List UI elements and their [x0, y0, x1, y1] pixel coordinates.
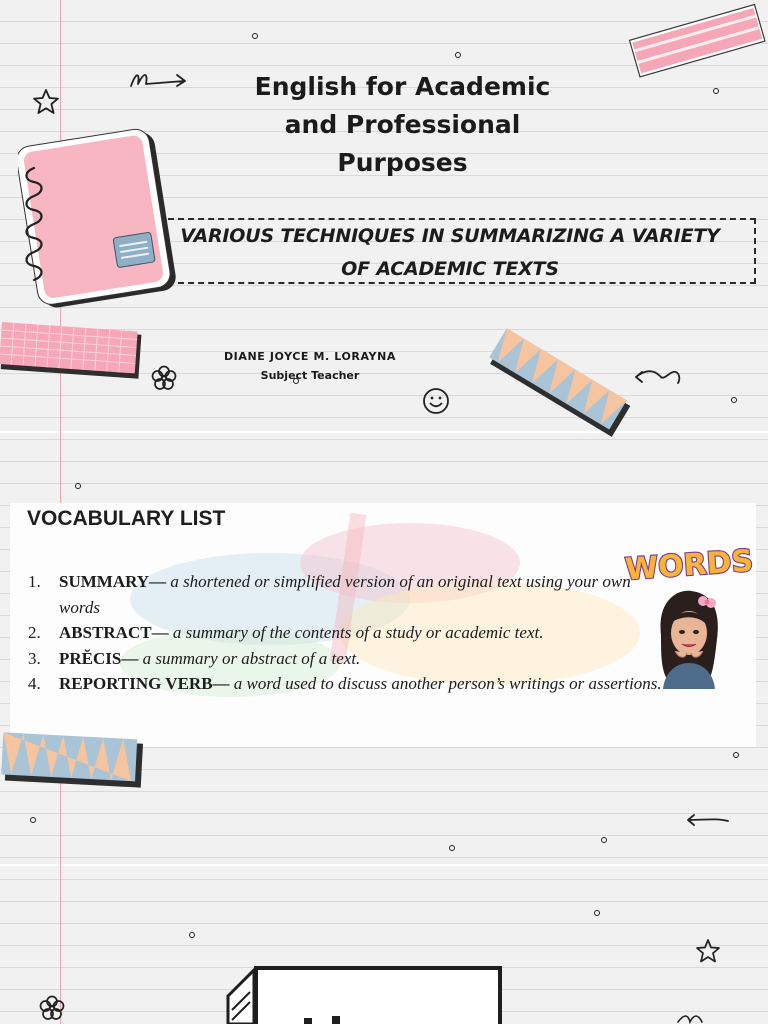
words-badge: [624, 541, 754, 587]
dot-decoration: [189, 932, 195, 938]
vocabulary-card: [10, 503, 756, 747]
item-number: 2.: [28, 623, 41, 642]
vocabulary-definition: a shortened or simplified version of an original text using your own words: [59, 572, 631, 617]
list-item: 2. ABSTRACT— a summary of the contents of a study or academic text.: [28, 620, 668, 646]
item-number: 4.: [28, 674, 41, 693]
washi-tape-top-right: [624, 2, 768, 78]
star-icon: [694, 938, 722, 965]
washi-tape-zigzag: [486, 328, 632, 438]
vocabulary-definition: a summary of the contents of a study or academic text.: [172, 623, 544, 642]
washi-tape-zigzag: [0, 728, 146, 794]
flower-icon: [38, 994, 66, 1022]
arrow-icon: [128, 70, 190, 92]
avatar-illustration: [651, 587, 725, 689]
dot-decoration: [252, 33, 258, 39]
item-number: 3.: [28, 648, 41, 668]
vocabulary-term: REPORTING VERB: [59, 674, 213, 693]
vocabulary-list: [28, 569, 668, 697]
dot-decoration: [449, 845, 455, 851]
list-item: 1. SUMMARY— a shortened or simplified version of an original text using your own words: [28, 569, 668, 620]
arrow-icon: [684, 812, 732, 828]
vocabulary-definition: a word used to discuss another person’s writings or assertions.: [233, 674, 662, 693]
vocabulary-term: ABSTRACT: [59, 623, 152, 642]
dot-decoration: [30, 817, 36, 823]
vocabulary-term: PRĔCIS: [59, 648, 122, 668]
words-badge-text: WORDS: [624, 543, 754, 587]
teacher-name: DIANE JOYCE M. LORAYNA: [223, 350, 397, 363]
list-item: 3. PRĔCIS— a summary or abstract of a text.: [28, 646, 668, 672]
page-divider-top: [0, 431, 768, 433]
box-outline-icon: [224, 962, 504, 1024]
dot-decoration: [594, 910, 600, 916]
washi-tape-grid: [0, 318, 146, 388]
dot-decoration: [733, 752, 739, 758]
dot-decoration: [75, 483, 81, 489]
dot-decoration: [601, 837, 607, 843]
item-number: 1.: [28, 572, 41, 591]
arrow-icon: [632, 366, 684, 388]
arrow-icon: [676, 1012, 706, 1024]
star-icon: [31, 88, 61, 116]
teacher-role: Subject Teacher: [260, 369, 360, 382]
page-divider-bottom: [0, 864, 768, 866]
list-item: 4. REPORTING VERB— a word used to discuss another person’s writings or assertions.: [28, 671, 740, 697]
vocabulary-definition: a summary or abstract of a text.: [142, 648, 361, 668]
dot-decoration: [731, 397, 737, 403]
slide-title: English for Academic and Professional Purposes: [254, 72, 551, 177]
dot-decoration: [713, 88, 719, 94]
smiley-icon: [421, 386, 451, 416]
flower-icon: [150, 364, 178, 392]
lesson-subtitle: VARIOUS TECHNIQUES IN SUMMARIZING A VARIETY OF ACADEMIC TEXTS: [180, 225, 720, 280]
vocabulary-heading: VOCABULARY LIST: [27, 507, 226, 530]
notebook-icon: [18, 128, 180, 312]
dot-decoration: [455, 52, 461, 58]
vocabulary-term: SUMMARY: [59, 572, 150, 591]
